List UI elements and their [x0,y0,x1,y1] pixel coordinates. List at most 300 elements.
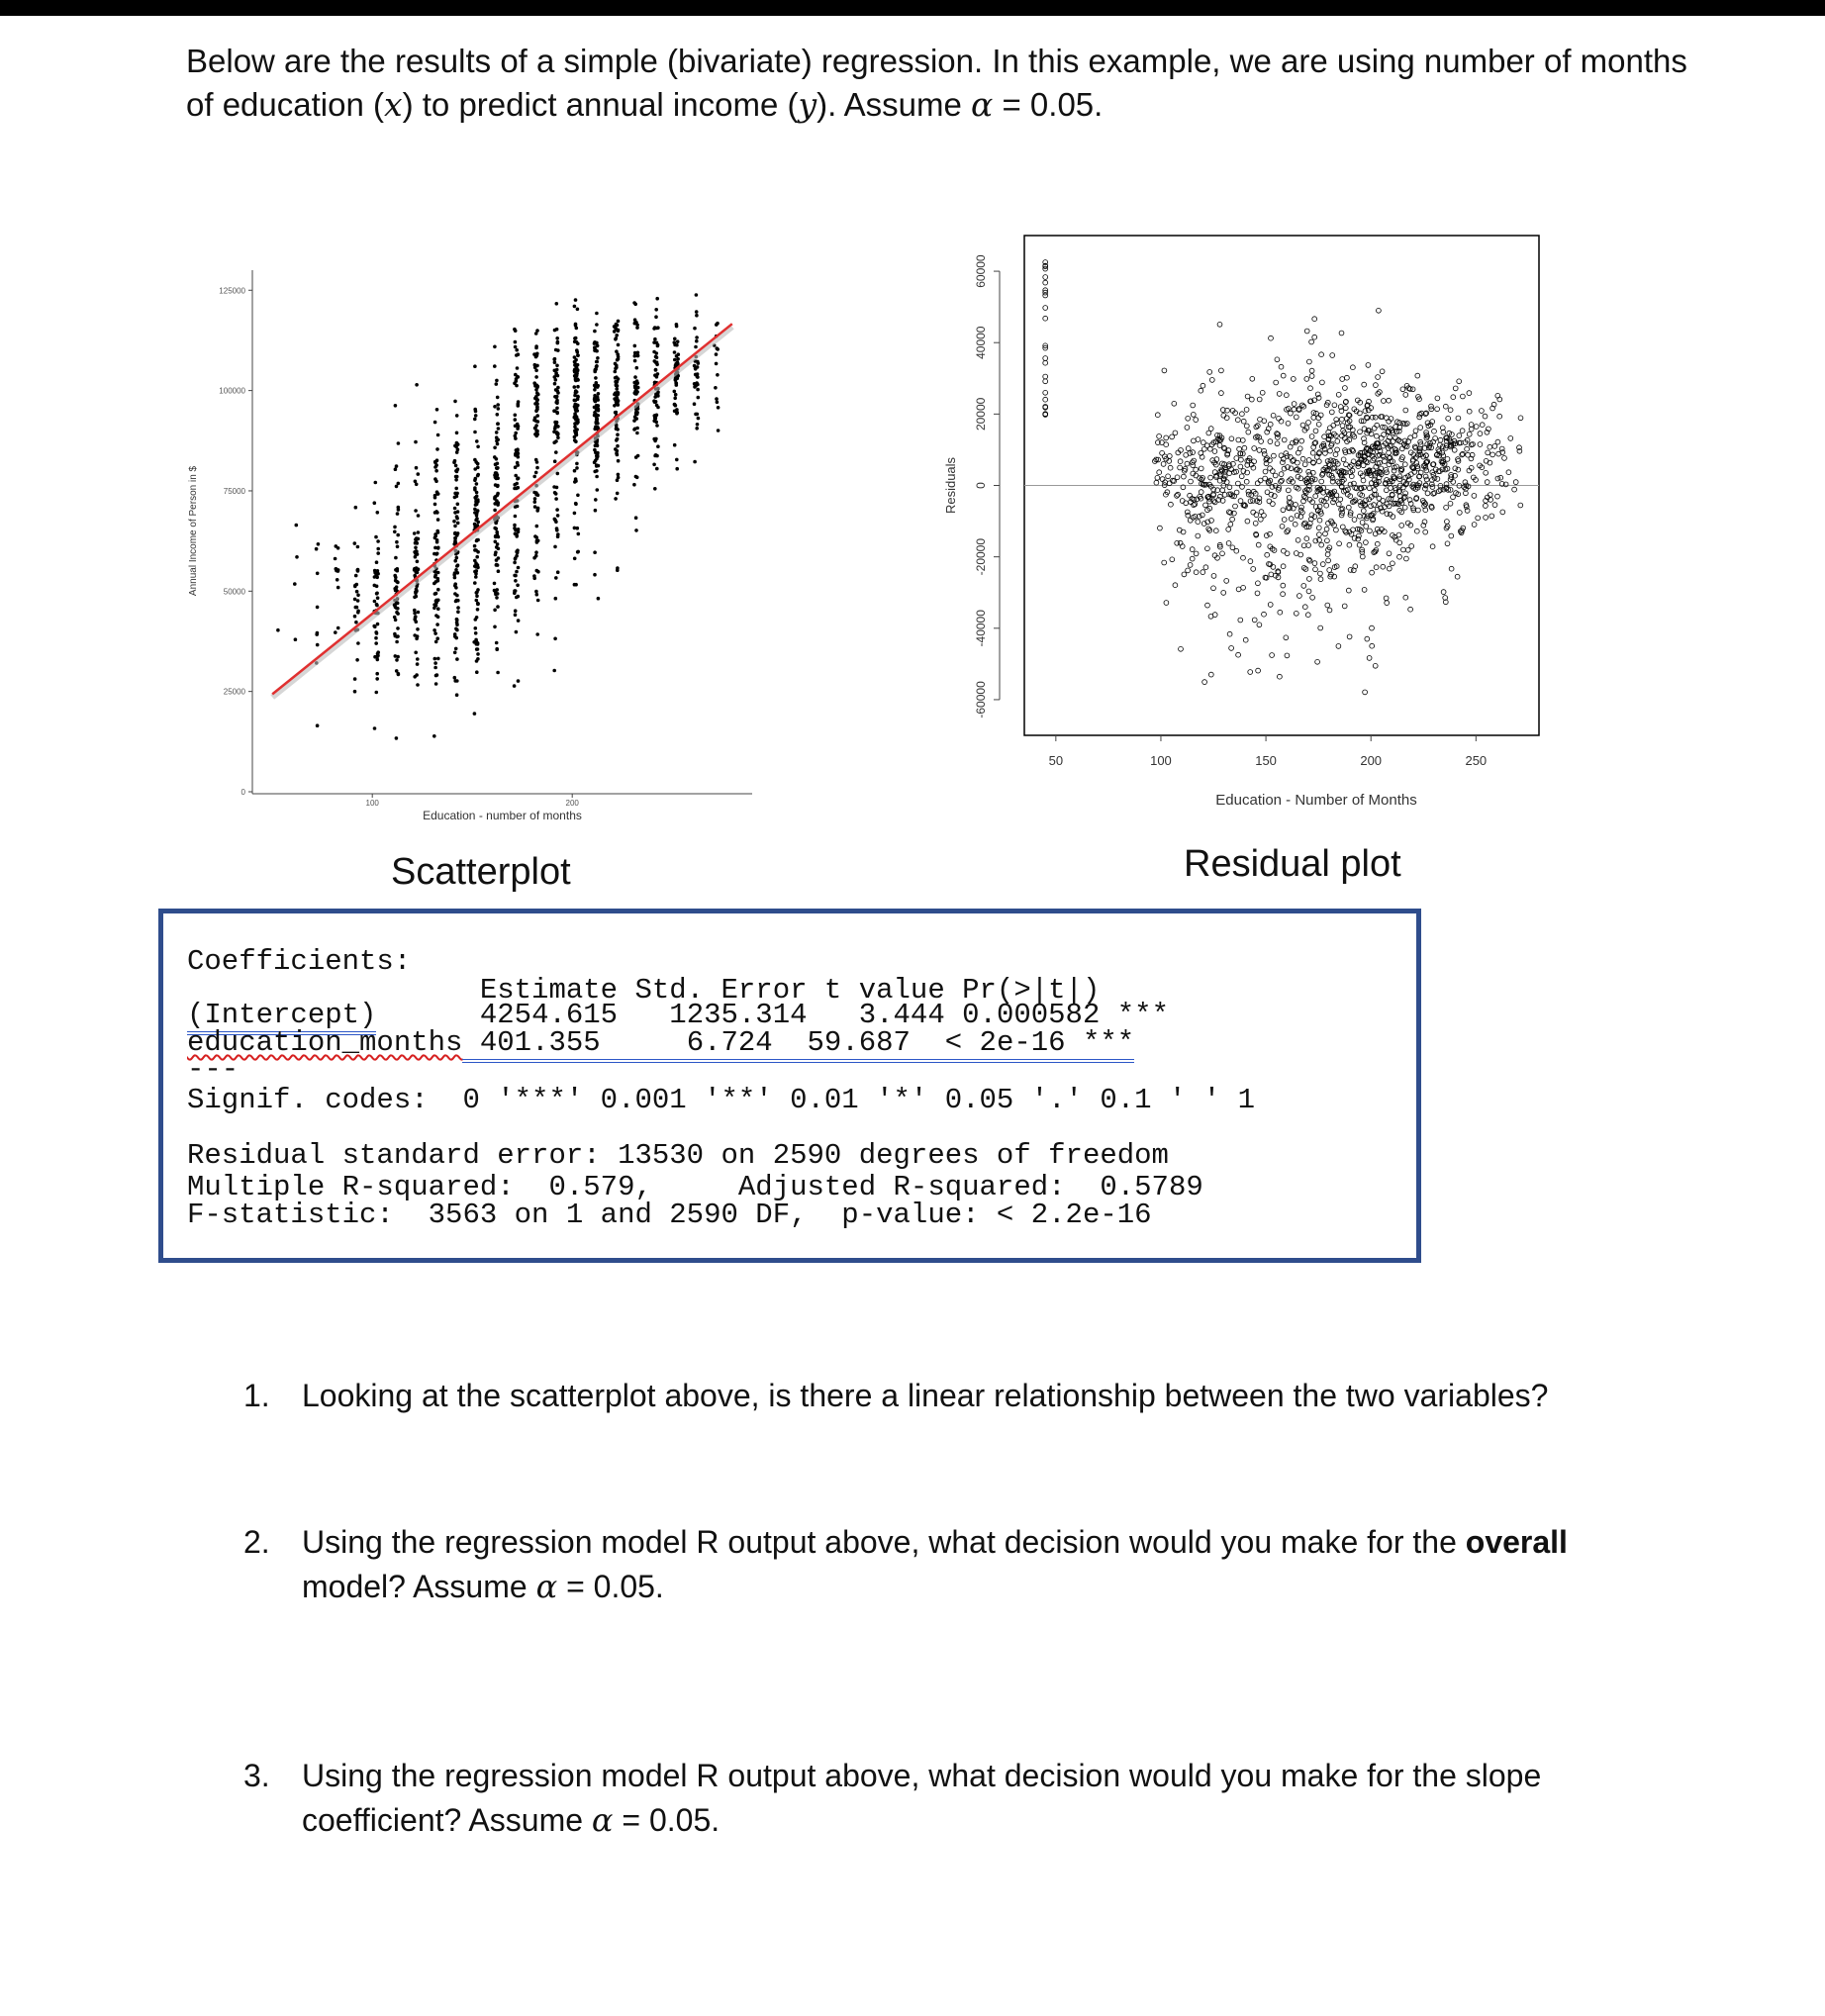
residual-point [1246,489,1251,494]
data-point [694,345,698,349]
education-label: education_months [187,1026,463,1059]
data-point [354,506,358,510]
data-point [454,487,458,491]
data-point [514,436,518,440]
data-point [316,643,320,647]
data-point [634,528,638,532]
residual-point [1435,407,1440,412]
data-point [373,600,377,604]
residual-point [1498,475,1503,480]
data-point [355,606,359,610]
data-point [556,532,560,536]
data-point [476,652,480,656]
data-point [453,525,457,528]
data-point [576,395,580,399]
residual-point [1440,450,1445,455]
data-point [414,480,418,484]
data-point [433,536,437,540]
data-point [453,459,457,463]
residual-point [1377,496,1382,501]
data-point [674,378,678,382]
residual-point [1271,565,1276,570]
data-point [433,503,437,507]
question-1 [243,1374,1649,1423]
residual-point [1300,456,1305,461]
data-point [695,427,699,431]
residual-point [1178,459,1183,464]
data-point [534,409,538,413]
data-point [475,659,479,663]
data-point [453,507,457,511]
data-point [414,651,418,655]
residual-point [1220,551,1225,556]
data-point [534,554,538,558]
data-point [433,657,437,661]
data-point [473,458,477,462]
residual-point [1345,375,1350,380]
data-point [616,437,620,441]
residual-point [1403,408,1408,413]
residual-point [1376,453,1381,458]
data-point [336,626,340,630]
education-values: 401.355 6.724 59.687 < 2e-16 *** [462,1026,1134,1063]
data-point [633,375,637,379]
residual-point [1043,374,1048,379]
data-point [615,366,619,370]
residual-point [1262,448,1267,453]
data-point [495,431,499,434]
residual-point [1361,509,1366,514]
data-point [635,476,639,480]
residual-point [1303,495,1308,500]
data-point [495,379,499,383]
residual-point [1374,565,1379,570]
residual-point [1208,427,1213,432]
intercept-values: 4254.615 1235.314 3.444 0.000582 *** [376,999,1169,1031]
residual-point [1281,456,1286,461]
residual-point [1313,494,1318,499]
residual-point [1484,516,1489,521]
residual-point [1252,446,1257,451]
data-point [376,596,380,600]
data-point [677,352,681,356]
residual-point [1337,541,1342,546]
data-point [516,548,520,552]
data-point [615,411,619,415]
data-point [436,518,440,522]
data-point [554,576,558,580]
residual-point [1415,373,1420,378]
data-point [493,625,497,629]
data-point [656,343,660,347]
r-output-box [158,909,1421,1263]
residual-point [1237,446,1242,451]
data-point [416,627,420,631]
residual-point [1423,529,1428,534]
data-point [475,670,479,674]
intro-line-1: Below are the results of a simple (bivariate) regression. In this example, we are using number of months [186,43,1687,79]
data-point [336,586,340,590]
residual-point [1457,433,1462,438]
data-point [533,497,537,501]
residual-point [1255,481,1260,486]
residual-point [1320,380,1325,385]
y-axis-label: Residuals [943,456,958,515]
residual-point [1412,433,1417,438]
residual-point [1173,431,1178,435]
residual-point [1185,426,1190,431]
data-point [574,502,578,506]
residual-point [1289,517,1294,522]
data-point [673,337,677,341]
data-point [414,509,418,513]
residual-point [1267,499,1272,504]
data-point [416,683,420,687]
data-point [376,655,380,659]
residual-point [1357,542,1362,547]
data-point [575,327,579,331]
data-point [573,305,577,309]
residual-point [1043,316,1048,321]
residual-point [1418,426,1423,431]
data-point [574,432,578,436]
residual-point [1364,525,1369,529]
data-point [455,492,459,496]
data-point [617,377,621,381]
residual-point [1328,448,1333,453]
data-point [374,535,378,539]
residual-point [1376,375,1381,380]
residual-point [1196,533,1201,538]
residual-point [1319,479,1324,484]
data-point [576,385,580,389]
residual-point [1170,434,1175,439]
data-point [334,630,337,634]
y-tick-label: -20000 [974,537,988,576]
residual-point [1301,404,1306,409]
residual-point [1157,434,1162,439]
residual-point [1385,601,1390,606]
data-point [595,469,599,473]
residual-point [1184,452,1189,457]
residual-point [1275,441,1280,446]
data-point [554,450,558,454]
data-point [517,455,521,459]
data-point [594,509,598,513]
residual-point [1191,413,1196,418]
residual-point [1248,670,1253,675]
residual-point [1259,510,1264,515]
data-point [473,478,477,482]
data-point [654,400,658,404]
residual-point [1292,407,1297,412]
data-point [414,440,418,444]
data-point [393,574,397,578]
residual-point [1414,528,1419,533]
residual-point [1502,456,1507,461]
data-point [395,607,399,611]
residual-point [1043,356,1048,361]
residual-point [1274,380,1279,385]
residual-point [1257,448,1262,453]
data-point [595,323,599,327]
data-point [434,510,438,514]
data-point [396,545,400,549]
data-point [395,736,399,740]
residual-point [1243,637,1248,642]
residual-point [1277,392,1282,397]
data-point [496,473,500,477]
data-point [556,340,560,344]
residual-point [1160,477,1165,482]
data-point [455,657,459,661]
data-point [595,381,599,385]
data-point [436,588,440,592]
residual-point [1484,470,1489,475]
data-point [376,623,380,626]
data-point [515,630,519,634]
data-point [455,599,459,603]
data-point [394,556,398,560]
residual-point [1281,583,1286,588]
residual-point [1200,513,1204,518]
residual-point [1382,432,1387,437]
data-point [593,388,597,392]
data-point [513,684,517,688]
residual-point [1162,560,1167,565]
data-point [673,410,677,414]
data-point [415,566,419,570]
data-point [473,581,477,585]
residual-point [1284,451,1289,456]
data-point [716,322,720,326]
data-point [416,571,420,575]
data-point [693,327,697,331]
residual-point [1185,461,1190,466]
data-point [555,401,559,405]
data-point [696,413,700,417]
data-point [476,608,480,612]
data-point [653,337,657,341]
residual-point [1469,427,1474,432]
data-point [594,376,598,380]
data-point [476,642,480,646]
residual-point [1320,562,1325,567]
residual-point [1361,478,1366,483]
data-point [514,329,518,333]
residual-point [1441,590,1446,595]
residual-point [1244,479,1249,484]
residual-point [1281,564,1286,569]
residual-point [1435,396,1440,401]
data-point [434,463,438,467]
residual-point [1234,548,1239,553]
residual-point [1175,494,1180,499]
data-point [554,492,558,496]
data-point [393,604,397,608]
data-point [633,303,637,307]
data-point [436,607,440,611]
y-tick-label: 20000 [974,397,988,432]
residual-point [1241,555,1246,560]
residual-point [1513,480,1518,485]
data-point [452,520,456,524]
data-point [474,572,478,576]
residual-point [1252,459,1257,464]
residual-point [1370,625,1375,630]
residual-point [1387,566,1392,571]
residual-point [1308,386,1313,391]
data-point [476,647,480,651]
data-point [717,406,720,410]
y-tick-label: 0 [974,482,988,489]
x-tick-label: 100 [365,799,379,808]
data-point [476,538,480,542]
residual-point [1362,588,1367,593]
residual-point [1217,322,1222,327]
residual-point [1358,430,1363,434]
data-point [555,364,559,368]
residual-point [1455,574,1460,579]
residual-point [1488,444,1492,449]
data-point [533,363,537,367]
residual-point [1226,528,1231,532]
residual-point [1201,446,1206,451]
data-point [496,605,500,609]
residual-point [1315,659,1320,664]
data-point [435,458,439,462]
residual-point [1374,383,1379,388]
data-point [335,544,338,548]
data-point [496,442,500,446]
residual-point [1322,434,1327,439]
data-point [633,344,637,348]
data-point [317,542,321,546]
residual-point [1268,422,1273,427]
data-point [714,386,718,390]
data-point [614,326,618,330]
data-point [695,293,699,297]
data-point [554,371,558,375]
data-point [617,473,621,477]
data-point [475,594,479,598]
residual-point [1318,577,1323,582]
residual-point [1327,608,1332,613]
data-point [436,530,440,534]
data-point [696,360,700,364]
residual-point [1456,416,1461,421]
data-point [455,628,459,632]
data-point [615,334,619,337]
data-point [593,330,597,334]
data-point [373,501,377,505]
data-point [655,404,659,408]
data-point [417,514,421,518]
residual-point [1177,528,1182,532]
residual-point [1397,540,1402,545]
residual-point [1249,397,1254,402]
coefficients-header: Estimate Std. Error t value Pr(>|t|) [187,974,1101,1007]
residual-point [1234,490,1239,495]
data-point [614,391,618,395]
residual-point [1043,280,1048,285]
residual-point [1399,524,1404,528]
data-point [394,634,398,638]
data-point [553,545,557,549]
x-axis-label: Education - number of months [423,809,582,822]
data-point [494,534,498,538]
data-point [576,308,580,312]
data-point [295,524,299,528]
data-point [634,516,638,520]
residual-point [1518,416,1523,421]
data-point [413,596,417,600]
data-point [535,569,539,573]
data-point [574,389,578,393]
residual-point [1254,513,1259,518]
residual-point [1304,536,1309,541]
data-point [553,637,557,641]
data-point [595,360,599,364]
data-point [475,616,479,620]
residual-point [1363,409,1368,414]
residual-point [1506,470,1511,475]
regression-line [272,324,732,694]
data-point [695,314,699,318]
residual-point [1316,422,1321,427]
data-point [476,603,480,607]
data-point [375,631,379,635]
residual-point [1375,423,1380,428]
data-point [515,534,519,538]
residual-point [1343,386,1348,391]
data-point [553,427,557,431]
data-point [553,375,557,379]
data-point [397,672,401,676]
residual-plot-chart [940,226,1564,829]
data-point [475,517,479,521]
residual-point [1463,480,1468,485]
residual-plot-caption: Residual plot [1184,843,1401,885]
residual-point [1186,446,1191,451]
data-point [515,596,519,600]
residual-point [1265,490,1270,495]
scatterplot-caption: Scatterplot [391,851,571,893]
data-point [397,508,401,512]
data-point [452,573,456,577]
residual-point [1313,567,1318,572]
data-point [614,362,618,366]
data-point [397,441,401,445]
residual-point [1203,503,1208,508]
data-point [393,616,397,620]
data-point [494,463,498,467]
residual-point [1182,474,1187,479]
data-point [417,472,421,476]
data-point [715,362,719,366]
residual-point [1340,525,1345,529]
data-point [553,382,557,386]
residual-point [1318,625,1323,630]
data-point [376,551,380,555]
residual-point [1293,522,1297,527]
residual-point [1286,421,1291,426]
x-tick-label: 50 [1048,753,1064,768]
residual-point [1387,398,1392,403]
residual-point [1254,435,1259,440]
data-point [556,570,560,574]
alpha-symbol: α [591,1801,614,1839]
